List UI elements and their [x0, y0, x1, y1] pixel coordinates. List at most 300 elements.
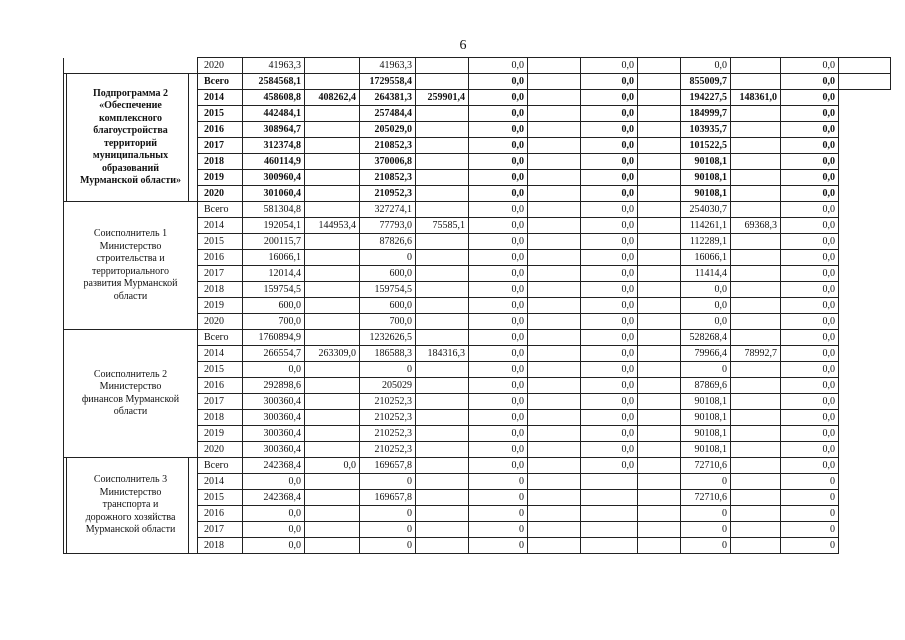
amount-cell-c8 — [638, 458, 681, 474]
amount-cell-c7: 0,0 — [581, 186, 638, 202]
amount-cell-c9: 87869,6 — [681, 378, 731, 394]
year-cell: 2019 — [198, 298, 243, 314]
amount-cell-c1: 192054,1 — [243, 218, 305, 234]
amount-cell-c2 — [305, 522, 360, 538]
amount-cell-c5: 0,0 — [469, 106, 528, 122]
amount-cell-c6 — [528, 346, 581, 362]
amount-cell-c4 — [416, 266, 469, 282]
amount-cell-c8 — [638, 138, 681, 154]
amount-cell-c12 — [839, 506, 891, 522]
amount-cell-c6 — [528, 314, 581, 330]
amount-cell-c12 — [839, 250, 891, 266]
amount-cell-c7: 0,0 — [581, 346, 638, 362]
amount-cell-c10 — [731, 138, 781, 154]
continuation-name-cell — [64, 58, 198, 74]
executor-name-line: Подпрограмма 2 — [92, 87, 169, 99]
amount-cell-c4: 184316,3 — [416, 346, 469, 362]
amount-cell-c10 — [731, 506, 781, 522]
amount-cell-c7: 0,0 — [581, 202, 638, 218]
amount-cell-c1: 12014,4 — [243, 266, 305, 282]
amount-cell-c11: 0,0 — [781, 458, 839, 474]
year-cell: 2020 — [198, 314, 243, 330]
amount-cell-c1: 0,0 — [243, 522, 305, 538]
amount-cell-c10 — [731, 202, 781, 218]
amount-cell-c4 — [416, 378, 469, 394]
amount-cell-c8 — [638, 154, 681, 170]
amount-cell-c10 — [731, 458, 781, 474]
year-cell: 2017 — [198, 138, 243, 154]
amount-cell-c3: 87826,6 — [360, 234, 416, 250]
executor-name-line: Министерство — [99, 240, 162, 252]
amount-cell-c4 — [416, 106, 469, 122]
amount-cell-c7 — [581, 490, 638, 506]
amount-cell-c6 — [528, 442, 581, 458]
year-cell: 2019 — [198, 426, 243, 442]
amount-cell-c9: 90108,1 — [681, 426, 731, 442]
amount-cell-c8 — [638, 442, 681, 458]
amount-cell-c12 — [839, 282, 891, 298]
amount-cell-c5: 0 — [469, 490, 528, 506]
amount-cell-c11: 0,0 — [781, 58, 839, 74]
amount-cell-c12 — [839, 394, 891, 410]
executor-name-line: строительства и — [96, 253, 165, 264]
amount-cell-c6 — [528, 458, 581, 474]
amount-cell-c12 — [839, 138, 891, 154]
executor-name-line: Министерство — [99, 486, 162, 498]
amount-cell-c1: 0,0 — [243, 474, 305, 490]
amount-cell-c3: 210952,3 — [360, 186, 416, 202]
amount-cell-c10 — [731, 362, 781, 378]
amount-cell-c11: 0,0 — [781, 74, 839, 90]
amount-cell-c11: 0,0 — [781, 314, 839, 330]
amount-cell-c3: 0 — [360, 362, 416, 378]
amount-cell-c11: 0 — [781, 506, 839, 522]
amount-cell-c10 — [731, 250, 781, 266]
amount-cell-c12 — [839, 474, 891, 490]
amount-cell-c3: 205029,0 — [360, 122, 416, 138]
amount-cell-c12 — [839, 458, 891, 474]
amount-cell-c1: 300960,4 — [243, 170, 305, 186]
amount-cell-c9: 0 — [681, 538, 731, 554]
amount-cell-c9: 0,0 — [681, 58, 731, 74]
amount-cell-c11: 0,0 — [781, 250, 839, 266]
amount-cell-c5: 0 — [469, 474, 528, 490]
amount-cell-c8 — [638, 234, 681, 250]
amount-cell-c9: 0,0 — [681, 298, 731, 314]
amount-cell-c3: 210252,3 — [360, 426, 416, 442]
executor-name-line: муниципальных — [92, 150, 169, 161]
amount-cell-c9: 0 — [681, 522, 731, 538]
amount-cell-c10 — [731, 266, 781, 282]
amount-cell-c4 — [416, 186, 469, 202]
amount-cell-c4 — [416, 298, 469, 314]
amount-cell-c10 — [731, 378, 781, 394]
amount-cell-c10 — [731, 442, 781, 458]
amount-cell-c6 — [528, 282, 581, 298]
amount-cell-c10 — [731, 154, 781, 170]
amount-cell-c12 — [839, 122, 891, 138]
amount-cell-c6 — [528, 58, 581, 74]
amount-cell-c4 — [416, 506, 469, 522]
amount-cell-c5: 0,0 — [469, 282, 528, 298]
amount-cell-c3: 41963,3 — [360, 58, 416, 74]
amount-cell-c2 — [305, 474, 360, 490]
amount-cell-c12 — [839, 330, 891, 346]
amount-cell-c4: 75585,1 — [416, 218, 469, 234]
amount-cell-c5: 0,0 — [469, 90, 528, 106]
year-cell: 2016 — [198, 378, 243, 394]
amount-cell-c4 — [416, 442, 469, 458]
amount-cell-c9: 194227,5 — [681, 90, 731, 106]
amount-cell-c9: 90108,1 — [681, 170, 731, 186]
amount-cell-c10 — [731, 186, 781, 202]
amount-cell-c3: 0 — [360, 250, 416, 266]
executor-name-line: Соисполнитель 2 — [93, 368, 168, 380]
amount-cell-c12 — [839, 298, 891, 314]
amount-cell-c1: 41963,3 — [243, 58, 305, 74]
amount-cell-c6 — [528, 394, 581, 410]
amount-cell-c7: 0,0 — [581, 410, 638, 426]
amount-cell-c10: 69368,3 — [731, 218, 781, 234]
year-cell: 2016 — [198, 506, 243, 522]
year-cell: 2015 — [198, 106, 243, 122]
amount-cell-c4 — [416, 410, 469, 426]
amount-cell-c9: 528268,4 — [681, 330, 731, 346]
amount-cell-c3: 700,0 — [360, 314, 416, 330]
amount-cell-c8 — [638, 170, 681, 186]
amount-cell-c9: 0,0 — [681, 282, 731, 298]
amount-cell-c12 — [839, 426, 891, 442]
amount-cell-c11: 0,0 — [781, 426, 839, 442]
amount-cell-c10 — [731, 426, 781, 442]
amount-cell-c5: 0,0 — [469, 74, 528, 90]
amount-cell-c8 — [638, 298, 681, 314]
amount-cell-c5: 0,0 — [469, 378, 528, 394]
amount-cell-c3: 0 — [360, 538, 416, 554]
year-cell: 2020 — [198, 58, 243, 74]
amount-cell-c4 — [416, 74, 469, 90]
amount-cell-c5: 0,0 — [469, 218, 528, 234]
year-cell: 2016 — [198, 250, 243, 266]
amount-cell-c3: 0 — [360, 474, 416, 490]
amount-cell-c1: 300360,4 — [243, 442, 305, 458]
amount-cell-c11: 0,0 — [781, 394, 839, 410]
amount-cell-c5: 0,0 — [469, 394, 528, 410]
amount-cell-c12 — [839, 58, 891, 74]
amount-cell-c11: 0,0 — [781, 282, 839, 298]
amount-cell-c6 — [528, 154, 581, 170]
amount-cell-c5: 0,0 — [469, 314, 528, 330]
amount-cell-c4 — [416, 522, 469, 538]
amount-cell-c11: 0 — [781, 538, 839, 554]
amount-cell-c10: 78992,7 — [731, 346, 781, 362]
amount-cell-c3: 1232626,5 — [360, 330, 416, 346]
amount-cell-c2 — [305, 362, 360, 378]
amount-cell-c2: 144953,4 — [305, 218, 360, 234]
amount-cell-c1: 292898,6 — [243, 378, 305, 394]
amount-cell-c2 — [305, 330, 360, 346]
funding-table — [63, 57, 891, 554]
amount-cell-c12 — [839, 314, 891, 330]
amount-cell-c2 — [305, 378, 360, 394]
amount-cell-c12 — [839, 202, 891, 218]
amount-cell-c10 — [731, 170, 781, 186]
amount-cell-c4: 259901,4 — [416, 90, 469, 106]
amount-cell-c7: 0,0 — [581, 282, 638, 298]
amount-cell-c10 — [731, 490, 781, 506]
amount-cell-c11: 0,0 — [781, 218, 839, 234]
table-row — [64, 330, 891, 346]
amount-cell-c12 — [839, 90, 891, 106]
amount-cell-c10 — [731, 74, 781, 90]
executor-name-line: транспорта и — [102, 499, 159, 511]
amount-cell-c11: 0,0 — [781, 138, 839, 154]
amount-cell-c10 — [731, 234, 781, 250]
amount-cell-c1: 600,0 — [243, 298, 305, 314]
amount-cell-c12 — [839, 522, 891, 538]
amount-cell-c3: 210252,3 — [360, 410, 416, 426]
amount-cell-c12 — [839, 410, 891, 426]
amount-cell-c1: 300360,4 — [243, 410, 305, 426]
executor-name-line: «Обеспечение — [99, 100, 162, 111]
amount-cell-c8 — [638, 218, 681, 234]
amount-cell-c3: 77793,0 — [360, 218, 416, 234]
amount-cell-c6 — [528, 234, 581, 250]
amount-cell-c2 — [305, 170, 360, 186]
year-cell: 2016 — [198, 122, 243, 138]
amount-cell-c2 — [305, 410, 360, 426]
amount-cell-c1: 301060,4 — [243, 186, 305, 202]
amount-cell-c12 — [839, 346, 891, 362]
amount-cell-c11: 0,0 — [781, 186, 839, 202]
year-cell: Всего — [198, 458, 243, 474]
amount-cell-c11: 0,0 — [781, 346, 839, 362]
amount-cell-c10 — [731, 410, 781, 426]
year-cell: 2014 — [198, 90, 243, 106]
amount-cell-c8 — [638, 330, 681, 346]
amount-cell-c11: 0 — [781, 474, 839, 490]
year-cell: Всего — [198, 202, 243, 218]
amount-cell-c6 — [528, 490, 581, 506]
amount-cell-c9: 90108,1 — [681, 154, 731, 170]
amount-cell-c4 — [416, 362, 469, 378]
amount-cell-c7: 0,0 — [581, 138, 638, 154]
amount-cell-c9: 0 — [681, 474, 731, 490]
executor-name-line: Соисполнитель 1 — [93, 228, 168, 239]
amount-cell-c7: 0,0 — [581, 90, 638, 106]
executor-name-line: образований — [102, 162, 159, 174]
amount-cell-c1: 300360,4 — [243, 394, 305, 410]
amount-cell-c8 — [638, 282, 681, 298]
amount-cell-c1: 1760894,9 — [243, 330, 305, 346]
amount-cell-c1: 442484,1 — [243, 106, 305, 122]
year-cell: 2014 — [198, 474, 243, 490]
amount-cell-c12 — [839, 362, 891, 378]
amount-cell-c9: 114261,1 — [681, 218, 731, 234]
amount-cell-c10 — [731, 298, 781, 314]
amount-cell-c9: 184999,7 — [681, 106, 731, 122]
amount-cell-c3: 169657,8 — [360, 490, 416, 506]
amount-cell-c11: 0,0 — [781, 362, 839, 378]
amount-cell-c7: 0,0 — [581, 298, 638, 314]
amount-cell-c5: 0,0 — [469, 346, 528, 362]
amount-cell-c9: 112289,1 — [681, 234, 731, 250]
amount-cell-c8 — [638, 122, 681, 138]
table-row — [64, 74, 891, 90]
year-cell: 2014 — [198, 346, 243, 362]
amount-cell-c10 — [731, 106, 781, 122]
amount-cell-c6 — [528, 250, 581, 266]
year-cell: 2018 — [198, 282, 243, 298]
amount-cell-c6 — [528, 538, 581, 554]
amount-cell-c7: 0,0 — [581, 378, 638, 394]
amount-cell-c2 — [305, 138, 360, 154]
amount-cell-c6 — [528, 90, 581, 106]
amount-cell-c1: 2584568,1 — [243, 74, 305, 90]
amount-cell-c7: 0,0 — [581, 394, 638, 410]
amount-cell-c5: 0,0 — [469, 138, 528, 154]
amount-cell-c4 — [416, 234, 469, 250]
amount-cell-c7: 0,0 — [581, 314, 638, 330]
amount-cell-c1: 460114,9 — [243, 154, 305, 170]
amount-cell-c11: 0,0 — [781, 202, 839, 218]
amount-cell-c7: 0,0 — [581, 106, 638, 122]
amount-cell-c6 — [528, 170, 581, 186]
amount-cell-c10 — [731, 122, 781, 138]
page-number: 6 — [459, 38, 467, 53]
amount-cell-c2: 263309,0 — [305, 346, 360, 362]
amount-cell-c12 — [839, 442, 891, 458]
amount-cell-c10 — [731, 394, 781, 410]
amount-cell-c6 — [528, 186, 581, 202]
amount-cell-c4 — [416, 154, 469, 170]
amount-cell-c1: 242368,4 — [243, 490, 305, 506]
amount-cell-c5: 0 — [469, 506, 528, 522]
amount-cell-c9: 90108,1 — [681, 186, 731, 202]
amount-cell-c6 — [528, 378, 581, 394]
amount-cell-c4 — [416, 330, 469, 346]
amount-cell-c4 — [416, 138, 469, 154]
amount-cell-c2 — [305, 202, 360, 218]
amount-cell-c1: 242368,4 — [243, 458, 305, 474]
amount-cell-c12 — [839, 106, 891, 122]
executor-name-cell — [64, 202, 198, 330]
amount-cell-c2: 408262,4 — [305, 90, 360, 106]
table-body — [64, 58, 891, 554]
amount-cell-c4 — [416, 426, 469, 442]
amount-cell-c6 — [528, 266, 581, 282]
amount-cell-c11: 0 — [781, 490, 839, 506]
amount-cell-c6 — [528, 74, 581, 90]
amount-cell-c5: 0,0 — [469, 330, 528, 346]
amount-cell-c7: 0,0 — [581, 218, 638, 234]
amount-cell-c7: 0,0 — [581, 426, 638, 442]
amount-cell-c3: 257484,4 — [360, 106, 416, 122]
amount-cell-c11: 0,0 — [781, 266, 839, 282]
amount-cell-c2 — [305, 442, 360, 458]
amount-cell-c5: 0,0 — [469, 298, 528, 314]
amount-cell-c3: 600,0 — [360, 298, 416, 314]
amount-cell-c6 — [528, 330, 581, 346]
year-cell: 2020 — [198, 186, 243, 202]
amount-cell-c5: 0,0 — [469, 458, 528, 474]
amount-cell-c5: 0,0 — [469, 170, 528, 186]
amount-cell-c8 — [638, 378, 681, 394]
year-cell: 2015 — [198, 490, 243, 506]
amount-cell-c8 — [638, 58, 681, 74]
amount-cell-c1: 0,0 — [243, 506, 305, 522]
amount-cell-c7: 0,0 — [581, 154, 638, 170]
amount-cell-c7: 0,0 — [581, 250, 638, 266]
year-cell: 2015 — [198, 234, 243, 250]
amount-cell-c2: 0,0 — [305, 458, 360, 474]
amount-cell-c4 — [416, 490, 469, 506]
amount-cell-c10 — [731, 282, 781, 298]
amount-cell-c1: 581304,8 — [243, 202, 305, 218]
amount-cell-c5: 0,0 — [469, 186, 528, 202]
amount-cell-c6 — [528, 506, 581, 522]
amount-cell-c10: 148361,0 — [731, 90, 781, 106]
amount-cell-c2 — [305, 250, 360, 266]
amount-cell-c1: 159754,5 — [243, 282, 305, 298]
amount-cell-c9: 90108,1 — [681, 442, 731, 458]
amount-cell-c4 — [416, 474, 469, 490]
amount-cell-c5: 0,0 — [469, 410, 528, 426]
year-cell: 2018 — [198, 154, 243, 170]
executor-name-line: Мурманской области — [85, 524, 176, 536]
amount-cell-c12 — [839, 170, 891, 186]
year-cell: 2019 — [198, 170, 243, 186]
amount-cell-c6 — [528, 410, 581, 426]
amount-cell-c12 — [839, 186, 891, 202]
amount-cell-c2 — [305, 58, 360, 74]
amount-cell-c5: 0,0 — [469, 442, 528, 458]
amount-cell-c7: 0,0 — [581, 170, 638, 186]
amount-cell-c8 — [638, 522, 681, 538]
amount-cell-c1: 0,0 — [243, 538, 305, 554]
amount-cell-c9: 72710,6 — [681, 490, 731, 506]
amount-cell-c8 — [638, 426, 681, 442]
amount-cell-c6 — [528, 202, 581, 218]
executor-name-line: комплексного — [98, 112, 163, 124]
amount-cell-c8 — [638, 346, 681, 362]
amount-cell-c2 — [305, 154, 360, 170]
amount-cell-c10 — [731, 314, 781, 330]
amount-cell-c8 — [638, 538, 681, 554]
amount-cell-c6 — [528, 362, 581, 378]
amount-cell-c7 — [581, 538, 638, 554]
amount-cell-c6 — [528, 122, 581, 138]
amount-cell-c2 — [305, 234, 360, 250]
amount-cell-c10 — [731, 330, 781, 346]
amount-cell-c1: 0,0 — [243, 362, 305, 378]
executor-name-line: развития Мурманской — [83, 278, 178, 289]
executor-name-line: территориального — [91, 265, 170, 277]
amount-cell-c5: 0,0 — [469, 250, 528, 266]
amount-cell-c1: 700,0 — [243, 314, 305, 330]
amount-cell-c8 — [638, 106, 681, 122]
amount-cell-c11: 0,0 — [781, 90, 839, 106]
year-cell: 2020 — [198, 442, 243, 458]
amount-cell-c8 — [638, 74, 681, 90]
year-cell: 2014 — [198, 218, 243, 234]
amount-cell-c12 — [839, 378, 891, 394]
amount-cell-c3: 210852,3 — [360, 170, 416, 186]
amount-cell-c4 — [416, 122, 469, 138]
amount-cell-c3: 264381,3 — [360, 90, 416, 106]
amount-cell-c2 — [305, 394, 360, 410]
year-cell: 2018 — [198, 410, 243, 426]
